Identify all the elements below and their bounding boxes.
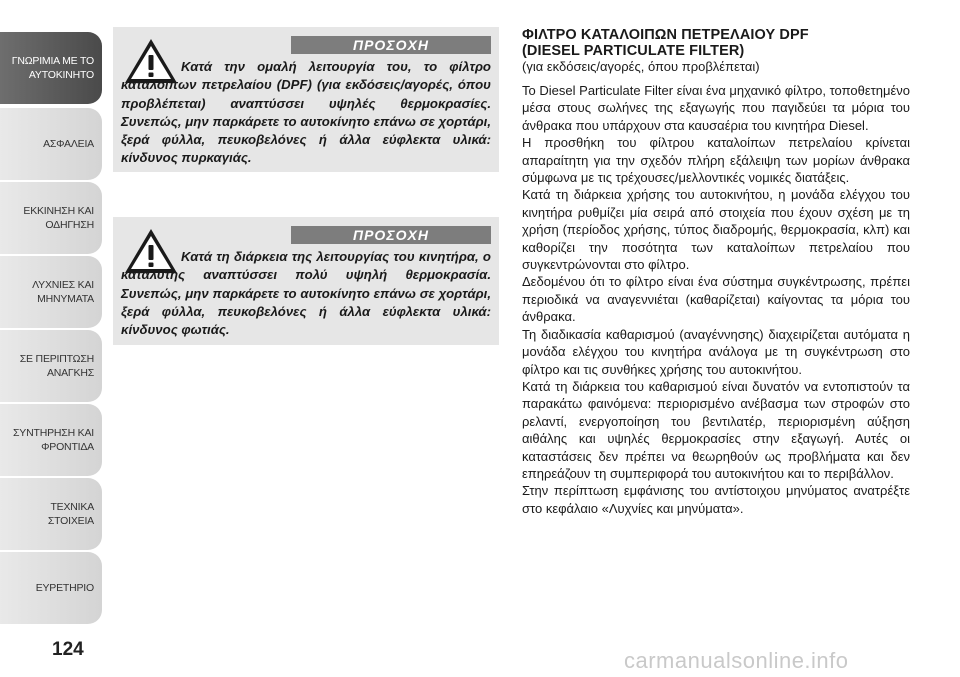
section-body: [522, 82, 910, 517]
paragraph: Το Diesel Particulate Filter είναι ένα μηχανικό φίλτρο, τοποθετημένο μέσα στους σωλήνες της εξαγωγής που παγιδεύει τα μόρια του άνθρακα που υπάρχουν στα καυσαέρια του κινητήρα Diesel.: [522, 83, 910, 133]
tab-label: ΕΥΡΕΤΗΡΙΟ: [35, 581, 94, 594]
tab-label: ΑΣΦΑΛΕΙΑ: [43, 137, 94, 150]
section-title-line2: (DIESEL PARTICULATE FILTER): [522, 43, 745, 59]
dpf-section: [522, 27, 910, 517]
tab-lights-messages[interactable]: [0, 256, 102, 328]
tab-emergency[interactable]: [0, 330, 102, 402]
tab-getting-to-know[interactable]: [0, 32, 102, 104]
warning-heading: ΠΡΟΣΟΧΗ: [291, 226, 491, 244]
tab-label: ΣΥΝΤΗΡΗΣΗ ΚΑΙ ΦΡΟΝΤΙΔΑ: [13, 426, 94, 453]
tab-label: ΣΕ ΠΕΡΙΠΤΩΣΗ ΑΝΑΓΚΗΣ: [19, 352, 94, 379]
warning-heading: ΠΡΟΣΟΧΗ: [291, 36, 491, 54]
warning-box-fire: [113, 27, 499, 172]
paragraph: Δεδομένου ότι το φίλτρο είναι ένα σύστημα συγκέντρωσης, πρέπει περιοδικά να αναγεννιέται (καθαρίζεται) καίγοντας τα μόρια του άνθρακα.: [522, 274, 910, 325]
tab-starting-driving[interactable]: [0, 182, 102, 254]
page-number: 124: [52, 639, 84, 660]
tab-technical-data[interactable]: [0, 478, 102, 550]
paragraph: Κατά τη διάρκεια χρήσης του αυτοκινήτου, η μονάδα ελέγχου του κινητήρα ρυθμίζει μία σειρά από στοιχεία που έχουν σχέση με τη χρήση (περίοδος χρήσης, τύπος διαδρομής, θερμοκρασία, κλπ) και καθορίζει την ποσότητα των καταλοίπων πετρελαίου που συγκεντρώνονται στο φίλτρο.: [522, 187, 910, 273]
tab-label: ΛΥΧΝΙΕΣ ΚΑΙ ΜΗΝΥΜΑΤΑ: [32, 278, 94, 305]
tab-maintenance[interactable]: [0, 404, 102, 476]
tab-index[interactable]: [0, 552, 102, 624]
warning-text: Κατά τη διάρκεια της λειτουργίας του κινητήρα, ο καταλύτης αναπτύσσει πολύ υψηλή θερμοκρασία. Συνεπώς, μην παρκάρετε το αυτοκίνητο επάνω σε χορτάρι, ξερά φύλλα, πευκοβελόνες ή άλλα εύφλεκτα υλικά: κίνδυνος φωτιάς.: [121, 249, 491, 338]
section-title-line1: ΦΙΛΤΡΟ ΚΑΤΑΛΟΙΠΩΝ ΠΕΤΡΕΛΑΙΟΥ DPF: [522, 27, 809, 43]
watermark: carmanualsonline.info: [624, 648, 849, 673]
paragraph: Κατά τη διάρκεια του καθαρισμού είναι δυνατόν να εντοπιστούν τα παρακάτω φαινόμενα: περιορισμένο ανέβασμα των στροφών στο ρελαντί, ενεργοποίηση του βεντιλατέρ, περιορισμένη αύξηση αιθάλης και υψηλές θερμοκρασίες στην εξαγωγή. Αυτές οι καταστάσεις δεν πρέπει να θεωρηθούν ως προβλήματα και δεν επηρεάζουν τη συμπεριφορά του αυτοκινήτου και το περιβάλλον.: [522, 378, 910, 481]
tab-safety[interactable]: [0, 108, 102, 180]
section-subtitle: (για εκδόσεις/αγορές, όπου προβλέπεται): [522, 59, 760, 74]
warning-text: Κατά την ομαλή λειτουργία του, το φίλτρο καταλοίπων πετρελαίου (DPF) (για εκδόσεις/αγορές, όπου προβλέπεται) αναπτύσσει υψηλές θερμοκρασίες. Συνεπώς, μην παρκάρετε το αυτοκίνητο επάνω σε χορτάρι, ξερά φύλλα, πευκοβελόνες ή άλλα εύφλεκτα υλικά: κίνδυνος πυρκαγιάς.: [121, 59, 491, 166]
paragraph: Στην περίπτωση εμφάνισης του αντίστοιχου μηνύματος ανατρέξτε στο κεφάλαιο «Λυχνίες και μηνύματα».: [522, 483, 910, 516]
tab-label: ΤΕΧΝΙΚΑ ΣΤΟΙΧΕΙΑ: [47, 500, 94, 527]
tab-label: ΕΚΚΙΝΗΣΗ ΚΑΙ ΟΔΗΓΗΣΗ: [23, 204, 94, 231]
tab-label: ΓΝΩΡΙΜΙΑ ΜΕ ΤΟ ΑΥΤΟΚΙΝΗΤΟ: [11, 54, 94, 81]
paragraph: Η προσθήκη του φίλτρου καταλοίπων πετρελαίου κρίνεται απαραίτητη για την σχεδόν πλήρη εξάλειψη των μορίων άνθρακα σύμφωνα με τις τρέχουσες/μελλοντικές νομικές διατάξεις.: [522, 135, 910, 186]
warning-box-catalyst: [113, 217, 499, 345]
paragraph: Τη διαδικασία καθαρισμού (αναγέννησης) διαχειρίζεται αυτόματα η μονάδα ελέγχου του κινητήρα ανάλογα με τη συγκέντρωση στο φίλτρο και τις συνθήκες χρήσης του αυτοκινήτου.: [522, 326, 910, 377]
chapter-sidebar: [0, 0, 103, 677]
